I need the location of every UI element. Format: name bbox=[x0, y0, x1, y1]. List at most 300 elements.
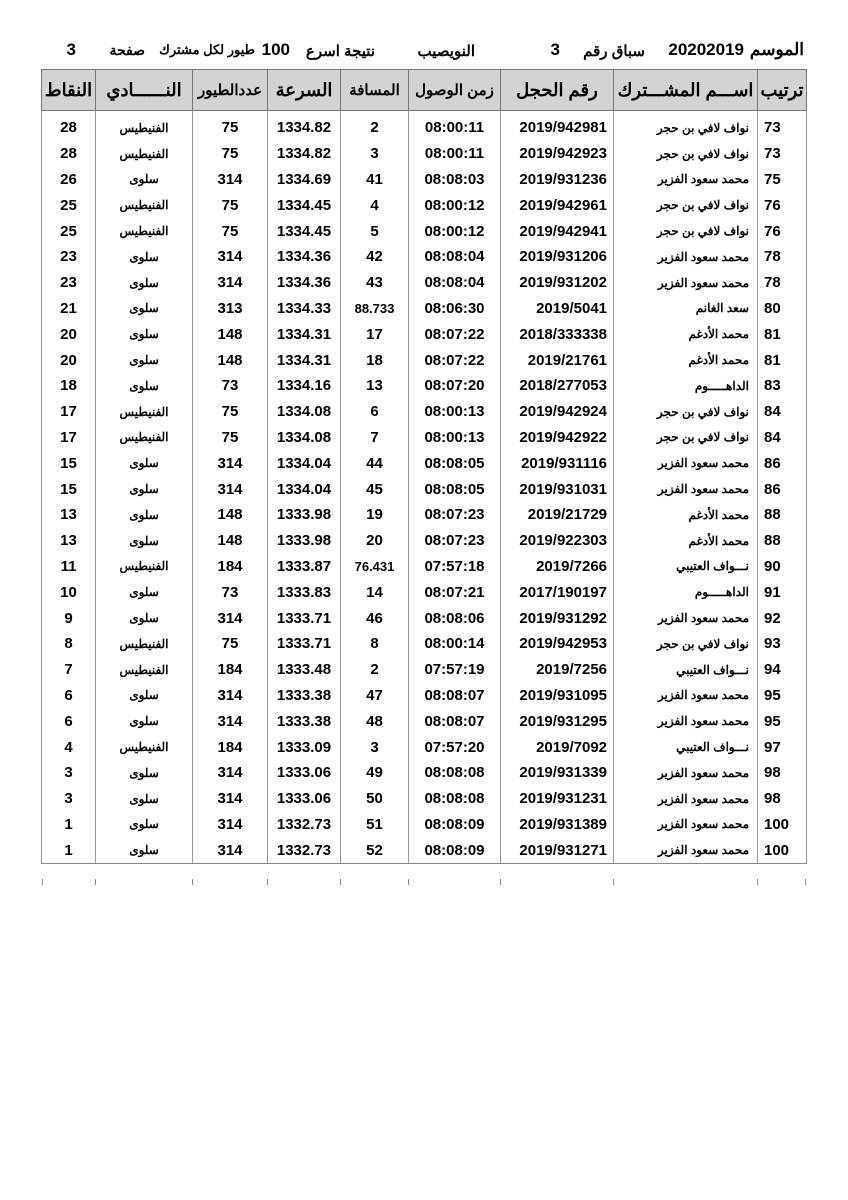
table-row bbox=[42, 399, 807, 425]
birds-cell: 314 bbox=[193, 605, 268, 631]
birds-cell: 75 bbox=[193, 141, 268, 167]
points-cell: 15 bbox=[42, 476, 96, 502]
distance-cell: 3 bbox=[341, 141, 409, 167]
ring-cell: 2019/931339 bbox=[501, 760, 614, 786]
arrival-cell: 08:08:04 bbox=[409, 270, 501, 296]
speed-cell: 1333.98 bbox=[268, 528, 341, 554]
arrival-cell: 08:07:21 bbox=[409, 579, 501, 605]
club-cell: سلوى bbox=[96, 347, 193, 373]
points-cell: 4 bbox=[42, 734, 96, 760]
speed-cell: 1334.36 bbox=[268, 270, 341, 296]
col-participant: اســـم المشـــترك bbox=[614, 70, 758, 111]
ring-cell: 2019/21761 bbox=[501, 347, 614, 373]
distance-cell: 17 bbox=[341, 321, 409, 347]
rank-cell: 91 bbox=[758, 579, 807, 605]
ring-cell: 2019/7266 bbox=[501, 554, 614, 580]
tick-mark bbox=[500, 879, 501, 885]
speed-cell: 1334.69 bbox=[268, 167, 341, 193]
col-birds: عددالطيور bbox=[193, 70, 268, 111]
ring-cell: 2019/922303 bbox=[501, 528, 614, 554]
result-label: نتيجة اسرع bbox=[305, 43, 375, 60]
table-row bbox=[42, 683, 807, 709]
distance-cell: 43 bbox=[341, 270, 409, 296]
distance-cell: 44 bbox=[341, 450, 409, 476]
col-points: النقاط bbox=[42, 70, 96, 111]
club-cell: سلوى bbox=[96, 812, 193, 838]
table-row bbox=[42, 502, 807, 528]
distance-cell: 7 bbox=[341, 425, 409, 451]
club-cell: الفنيطيس bbox=[96, 399, 193, 425]
distance-cell: 45 bbox=[341, 476, 409, 502]
birds-cell: 314 bbox=[193, 760, 268, 786]
speed-cell: 1332.73 bbox=[268, 812, 341, 838]
club-cell: الفنيطيس bbox=[96, 192, 193, 218]
birds-cell: 75 bbox=[193, 631, 268, 657]
distance-cell: 42 bbox=[341, 244, 409, 270]
table-row bbox=[42, 476, 807, 502]
rank-cell: 73 bbox=[758, 141, 807, 167]
rank-cell: 98 bbox=[758, 760, 807, 786]
distance-cell: 18 bbox=[341, 347, 409, 373]
ring-cell: 2019/931271 bbox=[501, 837, 614, 863]
arrival-cell: 08:00:13 bbox=[409, 399, 501, 425]
birds-cell: 314 bbox=[193, 244, 268, 270]
speed-cell: 1334.04 bbox=[268, 476, 341, 502]
rank-cell: 100 bbox=[758, 812, 807, 838]
participant-cell: محمد سعود الفزير bbox=[614, 760, 758, 786]
points-cell: 1 bbox=[42, 812, 96, 838]
tick-mark bbox=[267, 879, 268, 885]
participant-cell: محمد سعود الفزير bbox=[614, 244, 758, 270]
rank-cell: 78 bbox=[758, 244, 807, 270]
distance-cell: 52 bbox=[341, 837, 409, 863]
rank-cell: 86 bbox=[758, 450, 807, 476]
arrival-cell: 08:07:23 bbox=[409, 502, 501, 528]
rank-cell: 81 bbox=[758, 347, 807, 373]
distance-cell: 4 bbox=[341, 192, 409, 218]
table-row bbox=[42, 296, 807, 322]
speed-cell: 1333.98 bbox=[268, 502, 341, 528]
table-row bbox=[42, 321, 807, 347]
arrival-cell: 08:08:06 bbox=[409, 605, 501, 631]
birds-cell: 184 bbox=[193, 657, 268, 683]
ring-cell: 2019/7256 bbox=[501, 657, 614, 683]
table-row bbox=[42, 373, 807, 399]
points-cell: 20 bbox=[42, 321, 96, 347]
bird-count: 100 bbox=[261, 40, 290, 59]
birds-cell: 184 bbox=[193, 734, 268, 760]
distance-cell: 5 bbox=[341, 218, 409, 244]
arrival-cell: 08:00:12 bbox=[409, 192, 501, 218]
points-cell: 11 bbox=[42, 554, 96, 580]
birds-cell: 314 bbox=[193, 812, 268, 838]
arrival-cell: 08:07:23 bbox=[409, 528, 501, 554]
points-cell: 1 bbox=[42, 837, 96, 863]
participant-cell: محمد سعود الفزير bbox=[614, 450, 758, 476]
speed-cell: 1333.06 bbox=[268, 760, 341, 786]
results-table bbox=[41, 69, 807, 864]
tick-mark bbox=[757, 879, 758, 885]
participant-cell: نواف لافي بن حجر bbox=[614, 631, 758, 657]
birds-cell: 314 bbox=[193, 683, 268, 709]
season-value: 20202019 bbox=[668, 40, 744, 59]
distance-cell: 2 bbox=[341, 111, 409, 141]
distance-cell: 2 bbox=[341, 657, 409, 683]
speed-cell: 1334.36 bbox=[268, 244, 341, 270]
rank-cell: 76 bbox=[758, 218, 807, 244]
distance-cell: 46 bbox=[341, 605, 409, 631]
points-cell: 20 bbox=[42, 347, 96, 373]
tick-mark bbox=[408, 879, 409, 885]
table-row bbox=[42, 579, 807, 605]
club-cell: الفنيطيس bbox=[96, 111, 193, 141]
speed-cell: 1333.06 bbox=[268, 786, 341, 812]
speed-cell: 1333.09 bbox=[268, 734, 341, 760]
col-arrival: زمن الوصول bbox=[409, 70, 501, 111]
distance-cell: 48 bbox=[341, 708, 409, 734]
points-cell: 21 bbox=[42, 296, 96, 322]
club-cell: سلوى bbox=[96, 167, 193, 193]
ring-cell: 2019/942961 bbox=[501, 192, 614, 218]
distance-cell: 19 bbox=[341, 502, 409, 528]
club-cell: سلوى bbox=[96, 373, 193, 399]
arrival-cell: 07:57:20 bbox=[409, 734, 501, 760]
table-row bbox=[42, 425, 807, 451]
points-cell: 23 bbox=[42, 244, 96, 270]
points-cell: 10 bbox=[42, 579, 96, 605]
club-cell: سلوى bbox=[96, 450, 193, 476]
birds-cell: 148 bbox=[193, 347, 268, 373]
points-cell: 17 bbox=[42, 399, 96, 425]
ring-cell: 2019/5041 bbox=[501, 296, 614, 322]
points-cell: 7 bbox=[42, 657, 96, 683]
col-club: النــــــادي bbox=[96, 70, 193, 111]
club-cell: الفنيطيس bbox=[96, 554, 193, 580]
birds-cell: 314 bbox=[193, 270, 268, 296]
rank-cell: 73 bbox=[758, 111, 807, 141]
col-speed: السرعة bbox=[268, 70, 341, 111]
birds-cell: 314 bbox=[193, 786, 268, 812]
distance-cell: 47 bbox=[341, 683, 409, 709]
table-row bbox=[42, 812, 807, 838]
participant-cell: محمد الأدغم bbox=[614, 528, 758, 554]
arrival-cell: 08:07:22 bbox=[409, 321, 501, 347]
club-cell: سلوى bbox=[96, 683, 193, 709]
participant-cell: الداهـــــوم bbox=[614, 373, 758, 399]
distance-cell: 49 bbox=[341, 760, 409, 786]
club-cell: سلوى bbox=[96, 528, 193, 554]
rank-cell: 76 bbox=[758, 192, 807, 218]
season-label: الموسم bbox=[749, 40, 804, 59]
participant-cell: نواف لافي بن حجر bbox=[614, 111, 758, 141]
distance-cell: 6 bbox=[341, 399, 409, 425]
speed-cell: 1334.45 bbox=[268, 192, 341, 218]
club-cell: سلوى bbox=[96, 837, 193, 863]
ring-cell: 2019/931095 bbox=[501, 683, 614, 709]
ring-cell: 2019/931295 bbox=[501, 708, 614, 734]
arrival-cell: 08:00:11 bbox=[409, 141, 501, 167]
tick-mark bbox=[192, 879, 193, 885]
rank-cell: 88 bbox=[758, 528, 807, 554]
birds-cell: 75 bbox=[193, 218, 268, 244]
table-row bbox=[42, 837, 807, 863]
per-participant-label: طيور لكل مشترك bbox=[159, 42, 255, 57]
points-cell: 28 bbox=[42, 141, 96, 167]
distance-cell: 50 bbox=[341, 786, 409, 812]
club-cell: سلوى bbox=[96, 708, 193, 734]
rank-cell: 84 bbox=[758, 399, 807, 425]
table-row bbox=[42, 450, 807, 476]
points-cell: 28 bbox=[42, 111, 96, 141]
club-cell: سلوى bbox=[96, 579, 193, 605]
speed-cell: 1333.38 bbox=[268, 683, 341, 709]
arrival-cell: 08:08:05 bbox=[409, 450, 501, 476]
points-cell: 23 bbox=[42, 270, 96, 296]
table-row bbox=[42, 218, 807, 244]
speed-cell: 1334.16 bbox=[268, 373, 341, 399]
ring-cell: 2019/942922 bbox=[501, 425, 614, 451]
speed-cell: 1334.45 bbox=[268, 218, 341, 244]
arrival-cell: 07:57:19 bbox=[409, 657, 501, 683]
birds-cell: 314 bbox=[193, 167, 268, 193]
points-cell: 25 bbox=[42, 192, 96, 218]
rank-cell: 92 bbox=[758, 605, 807, 631]
distance-cell: 3 bbox=[341, 734, 409, 760]
points-cell: 9 bbox=[42, 605, 96, 631]
birds-cell: 75 bbox=[193, 399, 268, 425]
birds-cell: 184 bbox=[193, 554, 268, 580]
table-row bbox=[42, 786, 807, 812]
ring-cell: 2019/931116 bbox=[501, 450, 614, 476]
col-ring: رقم الحجل bbox=[501, 70, 614, 111]
speed-cell: 1334.31 bbox=[268, 321, 341, 347]
distance-cell: 41 bbox=[341, 167, 409, 193]
speed-cell: 1332.73 bbox=[268, 837, 341, 863]
race-number: 3 bbox=[550, 40, 560, 59]
participant-cell: محمد سعود الفزير bbox=[614, 605, 758, 631]
speed-cell: 1334.31 bbox=[268, 347, 341, 373]
distance-cell: 8 bbox=[341, 631, 409, 657]
speed-cell: 1334.08 bbox=[268, 399, 341, 425]
participant-cell: محمد سعود الفزير bbox=[614, 167, 758, 193]
ring-cell: 2019/21729 bbox=[501, 502, 614, 528]
participant-cell: محمد سعود الفزير bbox=[614, 270, 758, 296]
club-cell: الفنيطيس bbox=[96, 218, 193, 244]
participant-cell: نواف لافي بن حجر bbox=[614, 192, 758, 218]
ring-cell: 2019/942923 bbox=[501, 141, 614, 167]
birds-cell: 314 bbox=[193, 708, 268, 734]
table-row bbox=[42, 708, 807, 734]
points-cell: 8 bbox=[42, 631, 96, 657]
ring-cell: 2019/942981 bbox=[501, 111, 614, 141]
arrival-cell: 08:08:07 bbox=[409, 708, 501, 734]
rank-cell: 90 bbox=[758, 554, 807, 580]
participant-cell: محمد سعود الفزير bbox=[614, 476, 758, 502]
participant-cell: الداهـــــوم bbox=[614, 579, 758, 605]
speed-cell: 1333.83 bbox=[268, 579, 341, 605]
distance-cell: 76.431 bbox=[341, 554, 409, 580]
page-label: صفحة bbox=[109, 42, 145, 58]
birds-cell: 148 bbox=[193, 321, 268, 347]
speed-cell: 1334.33 bbox=[268, 296, 341, 322]
speed-cell: 1334.82 bbox=[268, 141, 341, 167]
ring-cell: 2019/7092 bbox=[501, 734, 614, 760]
ring-cell: 2019/931236 bbox=[501, 167, 614, 193]
ring-cell: 2019/931231 bbox=[501, 786, 614, 812]
rank-cell: 94 bbox=[758, 657, 807, 683]
speed-cell: 1333.38 bbox=[268, 708, 341, 734]
participant-cell: نواف لافي بن حجر bbox=[614, 218, 758, 244]
table-row bbox=[42, 554, 807, 580]
ring-cell: 2019/942924 bbox=[501, 399, 614, 425]
arrival-cell: 07:57:18 bbox=[409, 554, 501, 580]
distance-cell: 51 bbox=[341, 812, 409, 838]
participant-cell: سعد الغانم bbox=[614, 296, 758, 322]
rank-cell: 98 bbox=[758, 786, 807, 812]
arrival-cell: 08:08:08 bbox=[409, 760, 501, 786]
participant-cell: محمد سعود الفزير bbox=[614, 786, 758, 812]
rank-cell: 83 bbox=[758, 373, 807, 399]
participant-cell: نـــواف العتيبي bbox=[614, 734, 758, 760]
points-cell: 25 bbox=[42, 218, 96, 244]
club-cell: سلوى bbox=[96, 476, 193, 502]
participant-cell: محمد سعود الفزير bbox=[614, 683, 758, 709]
club-cell: سلوى bbox=[96, 786, 193, 812]
club-cell: الفنيطيس bbox=[96, 734, 193, 760]
participant-cell: نواف لافي بن حجر bbox=[614, 425, 758, 451]
birds-cell: 314 bbox=[193, 450, 268, 476]
rank-cell: 78 bbox=[758, 270, 807, 296]
ring-cell: 2019/931389 bbox=[501, 812, 614, 838]
table-row bbox=[42, 605, 807, 631]
points-cell: 6 bbox=[42, 683, 96, 709]
table-row bbox=[42, 347, 807, 373]
speed-cell: 1333.71 bbox=[268, 605, 341, 631]
rank-cell: 97 bbox=[758, 734, 807, 760]
birds-cell: 314 bbox=[193, 476, 268, 502]
table-row bbox=[42, 270, 807, 296]
distance-cell: 14 bbox=[341, 579, 409, 605]
arrival-cell: 08:08:07 bbox=[409, 683, 501, 709]
distance-cell: 13 bbox=[341, 373, 409, 399]
arrival-cell: 08:06:30 bbox=[409, 296, 501, 322]
ring-cell: 2019/931202 bbox=[501, 270, 614, 296]
table-row bbox=[42, 657, 807, 683]
birds-cell: 148 bbox=[193, 528, 268, 554]
points-cell: 13 bbox=[42, 528, 96, 554]
birds-cell: 148 bbox=[193, 502, 268, 528]
race-label: سباق رقم bbox=[583, 43, 645, 60]
club-cell: سلوى bbox=[96, 244, 193, 270]
participant-cell: نـــواف العتيبي bbox=[614, 657, 758, 683]
race-location: النويصيب bbox=[417, 43, 475, 60]
table-header-row bbox=[42, 70, 807, 111]
participant-cell: محمد سعود الفزير bbox=[614, 812, 758, 838]
arrival-cell: 08:08:03 bbox=[409, 167, 501, 193]
arrival-cell: 08:08:09 bbox=[409, 837, 501, 863]
ring-cell: 2019/931206 bbox=[501, 244, 614, 270]
birds-cell: 75 bbox=[193, 111, 268, 141]
table-row bbox=[42, 734, 807, 760]
points-cell: 18 bbox=[42, 373, 96, 399]
tick-mark bbox=[613, 879, 614, 885]
rank-cell: 80 bbox=[758, 296, 807, 322]
rank-cell: 81 bbox=[758, 321, 807, 347]
points-cell: 3 bbox=[42, 786, 96, 812]
ring-cell: 2019/942941 bbox=[501, 218, 614, 244]
arrival-cell: 08:07:22 bbox=[409, 347, 501, 373]
rank-cell: 88 bbox=[758, 502, 807, 528]
ring-cell: 2017/190197 bbox=[501, 579, 614, 605]
table-row bbox=[42, 528, 807, 554]
tick-mark bbox=[42, 879, 43, 885]
arrival-cell: 08:00:13 bbox=[409, 425, 501, 451]
club-cell: سلوى bbox=[96, 270, 193, 296]
tick-mark bbox=[340, 879, 341, 885]
col-distance: المسافة bbox=[341, 70, 409, 111]
points-cell: 6 bbox=[42, 708, 96, 734]
club-cell: سلوى bbox=[96, 296, 193, 322]
participant-cell: نواف لافي بن حجر bbox=[614, 399, 758, 425]
birds-cell: 313 bbox=[193, 296, 268, 322]
participant-cell: محمد الأدغم bbox=[614, 347, 758, 373]
table-row bbox=[42, 244, 807, 270]
participant-cell: محمد الأدغم bbox=[614, 502, 758, 528]
club-cell: سلوى bbox=[96, 760, 193, 786]
club-cell: الفنيطيس bbox=[96, 425, 193, 451]
table-row bbox=[42, 760, 807, 786]
club-cell: سلوى bbox=[96, 321, 193, 347]
speed-cell: 1334.04 bbox=[268, 450, 341, 476]
speed-cell: 1333.71 bbox=[268, 631, 341, 657]
rank-cell: 75 bbox=[758, 167, 807, 193]
rank-cell: 84 bbox=[758, 425, 807, 451]
club-cell: الفنيطيس bbox=[96, 141, 193, 167]
birds-cell: 75 bbox=[193, 425, 268, 451]
points-cell: 26 bbox=[42, 167, 96, 193]
points-cell: 3 bbox=[42, 760, 96, 786]
participant-cell: نـــواف العتيبي bbox=[614, 554, 758, 580]
page-number: 3 bbox=[66, 40, 76, 59]
birds-cell: 73 bbox=[193, 373, 268, 399]
ring-cell: 2019/931031 bbox=[501, 476, 614, 502]
speed-cell: 1334.82 bbox=[268, 111, 341, 141]
table-row bbox=[42, 631, 807, 657]
points-cell: 13 bbox=[42, 502, 96, 528]
arrival-cell: 08:08:09 bbox=[409, 812, 501, 838]
ring-cell: 2019/931292 bbox=[501, 605, 614, 631]
arrival-cell: 08:08:08 bbox=[409, 786, 501, 812]
birds-cell: 73 bbox=[193, 579, 268, 605]
table-row bbox=[42, 111, 807, 141]
col-rank: ترتيب bbox=[758, 70, 807, 111]
club-cell: الفنيطيس bbox=[96, 631, 193, 657]
speed-cell: 1334.08 bbox=[268, 425, 341, 451]
table-row bbox=[42, 141, 807, 167]
tick-mark bbox=[805, 879, 806, 885]
arrival-cell: 08:00:14 bbox=[409, 631, 501, 657]
table-row bbox=[42, 167, 807, 193]
points-cell: 15 bbox=[42, 450, 96, 476]
ring-cell: 2018/277053 bbox=[501, 373, 614, 399]
arrival-cell: 08:08:05 bbox=[409, 476, 501, 502]
rank-cell: 95 bbox=[758, 683, 807, 709]
speed-cell: 1333.48 bbox=[268, 657, 341, 683]
distance-cell: 20 bbox=[341, 528, 409, 554]
participant-cell: محمد سعود الفزير bbox=[614, 837, 758, 863]
arrival-cell: 08:07:20 bbox=[409, 373, 501, 399]
club-cell: سلوى bbox=[96, 502, 193, 528]
